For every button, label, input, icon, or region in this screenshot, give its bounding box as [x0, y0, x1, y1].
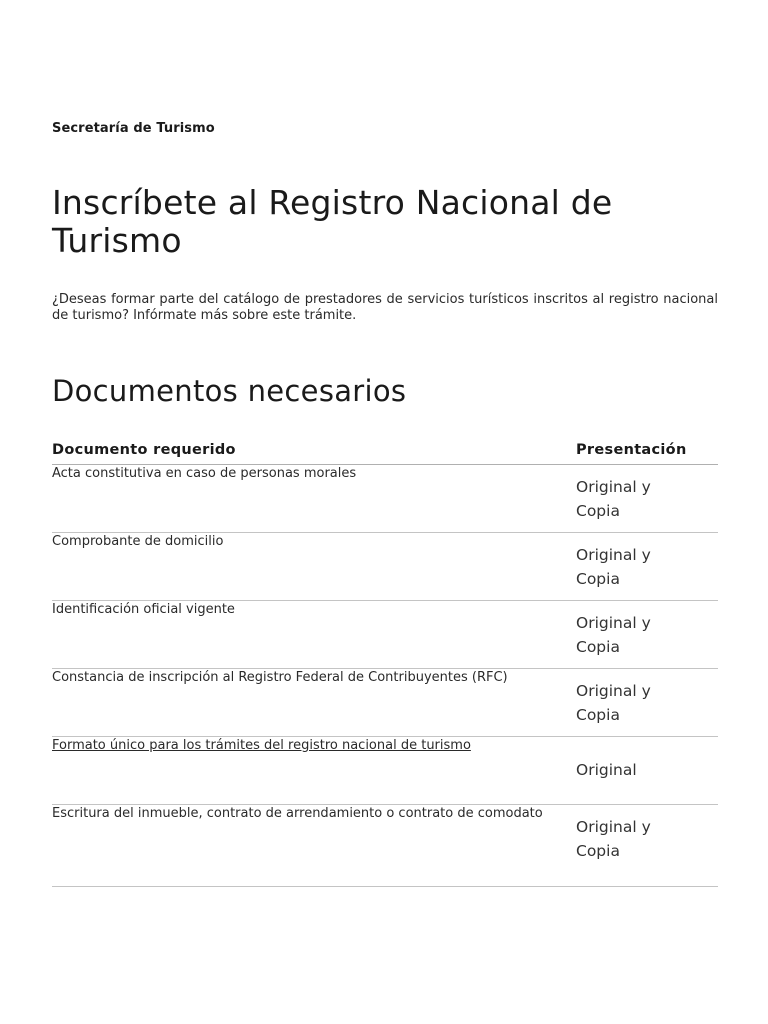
document-cell: Escritura del inmueble, contrato de arrendamiento o contrato de comodato [52, 805, 576, 887]
document-cell: Constancia de inscripción al Registro Federal de Contribuyentes (RFC) [52, 669, 576, 737]
presentation-line: Copia [576, 706, 620, 724]
document-cell: Identificación oficial vigente [52, 601, 576, 669]
presentation-line: Copia [576, 570, 620, 588]
presentation-line: Original y [576, 682, 651, 700]
document-cell [52, 737, 576, 805]
table-header-row [52, 442, 718, 465]
presentation-cell [576, 669, 718, 737]
document-cell: Comprobante de domicilio [52, 533, 576, 601]
presentation-line: Original [576, 761, 637, 779]
formato-unico-link[interactable]: Formato único para los trámites del registro nacional de turismo [52, 738, 471, 753]
table-row [52, 601, 718, 669]
presentation-line: Original y [576, 614, 651, 632]
table-row [52, 533, 718, 601]
page-title: Inscríbete al Registro Nacional de Turismo [52, 183, 613, 260]
table-row [52, 465, 718, 533]
presentation-cell [576, 601, 718, 669]
table-row [52, 805, 718, 887]
documents-table [52, 442, 718, 887]
presentation-cell [576, 465, 718, 533]
presentation-line: Original y [576, 546, 651, 564]
column-header-document: Documento requerido [52, 442, 576, 465]
presentation-line: Copia [576, 842, 620, 860]
organization-name: Secretaría de Turismo [52, 121, 215, 136]
intro-paragraph: ¿Deseas formar parte del catálogo de prestadores de servicios turísticos inscritos al registro nacional de turismo? Infórmate más sobre este trámite. [52, 292, 718, 323]
table-row [52, 669, 718, 737]
presentation-line: Original y [576, 818, 651, 836]
column-header-presentation: Presentación [576, 442, 718, 465]
presentation-line: Copia [576, 502, 620, 520]
table-row [52, 737, 718, 805]
presentation-line: Copia [576, 638, 620, 656]
presentation-line: Original y [576, 478, 651, 496]
presentation-cell [576, 737, 718, 805]
document-cell: Acta constitutiva en caso de personas morales [52, 465, 576, 533]
presentation-cell [576, 805, 718, 887]
presentation-cell [576, 533, 718, 601]
documents-section-title: Documentos necesarios [52, 374, 407, 408]
